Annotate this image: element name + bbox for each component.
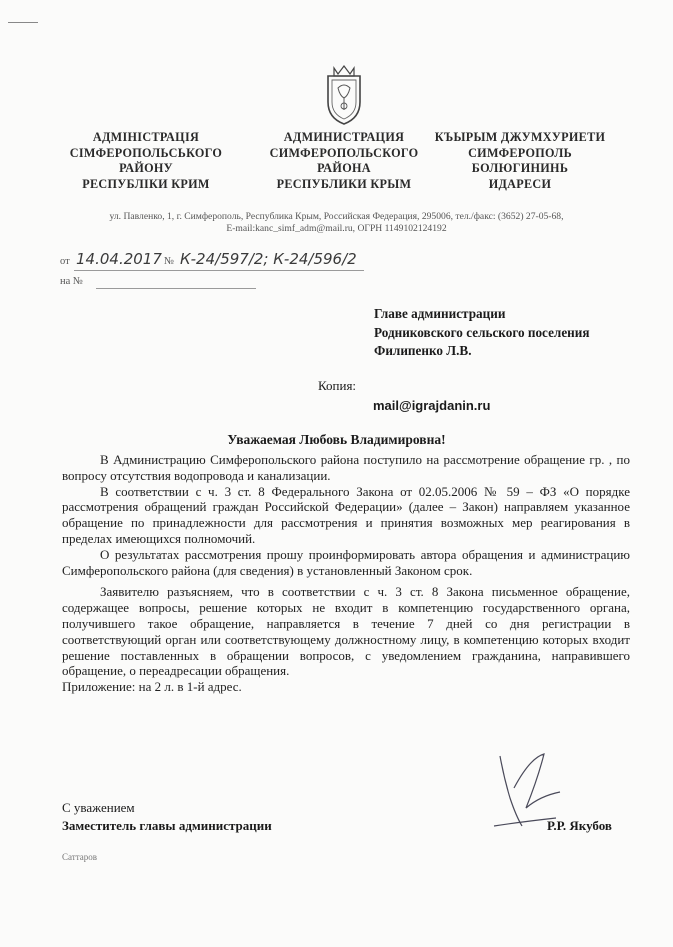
closing-respect: С уважением	[62, 800, 135, 815]
attachment-note: Приложение: на 2 л. в 1-й адрес.	[62, 679, 242, 695]
paragraph: Заявителю разъясняем, что в соответствии с ч. 3 ст. 8 Закона письменное обращение, содержащее вопросы, решение которых не входит в компетенцию государственного органа, получившего такое обращение, направляется в течение 7 дней со дня регистрации в соответствующий орган или соответствующему должностному лицу, в компетенцию которых входит решение поставленных в обращении вопросов, с уведомлением гражданина, направившего обращение, о переадресации обращения.	[62, 584, 630, 679]
recipient-line: Главе администрации	[374, 306, 506, 321]
paragraph: О результатах рассмотрения прошу проинформировать автора обращения и администрацию Симферопольского района (для сведения) в установленный Законом срок.	[62, 546, 630, 578]
header-crh-line: СИМФЕРОПОЛЬ	[468, 145, 572, 160]
registration-number: К-24/597/2; К-24/596/2	[180, 250, 357, 268]
address-block	[0, 211, 673, 235]
signer-name: Р.Р. Якубов	[547, 818, 612, 833]
to-number-prefix: на №	[60, 276, 83, 287]
header-ru-line: РЕСПУБЛИКИ КРЫМ	[276, 176, 412, 191]
header-ua-line: РАЙОНУ	[119, 161, 173, 175]
registration-date: 14.04.2017	[76, 250, 162, 268]
header-crh-line: КЪЫРЫМ ДЖУМХУРИЕТИ	[434, 130, 606, 144]
recipient-block	[374, 305, 590, 361]
header-crimean-tatar	[420, 130, 620, 192]
header-ua-line: СІМФЕРОПОЛЬСЬКОГО	[69, 145, 223, 160]
header-ua-line: РЕСПУБЛІКИ КРИМ	[82, 176, 210, 191]
recipient-line: Родниковского сельского поселения	[374, 324, 590, 340]
header-ru-line: АДМИНИСТРАЦИЯ	[283, 130, 405, 144]
coat-of-arms-icon	[322, 62, 366, 128]
header-russian	[244, 130, 444, 192]
header-ru-line: РАЙОНА	[317, 161, 371, 175]
paragraph: В Администрацию Симферопольского района поступило на рассмотрение обращение гр. , по вопросу отсутствия водопровода и канализации.	[62, 452, 630, 483]
scan-mark	[8, 22, 38, 23]
salutation: Уважаемая Любовь Владимировна!	[227, 432, 446, 447]
to-number-underline	[96, 288, 256, 289]
registration-underline	[74, 270, 364, 271]
signer-position: Заместитель главы администрации	[62, 818, 272, 833]
email-ogrn-line: E-mail:kanc_simf_adm@mail.ru, ОГРН 1149102124192	[226, 223, 447, 234]
address-line: ул. Павленко, 1, г. Симферополь, Республика Крым, Российская Федерация, 295006, тел./факс: (3652) 27-05-68,	[109, 211, 564, 222]
copy-label: Копия:	[318, 378, 357, 393]
header-ru-line: СИМФЕРОПОЛЬСКОГО	[269, 145, 419, 160]
number-prefix: №	[164, 256, 175, 267]
header-ua-line: АДМІНІСТРАЦІЯ	[92, 130, 200, 144]
paragraph: В соответствии с ч. 3 ст. 8 Федерального Закона от 02.05.2006 № 59 – ФЗ «О порядке рассмотрения обращений граждан Российской Федерации» (далее – Закон) направляем указанное обращение по принадлежности для рассмотрения и принятия возможных мер реагирования в пределах имеющихся полномочий.	[62, 483, 630, 546]
recipient-line: Филипенко Л.В.	[374, 343, 472, 358]
copy-email-link[interactable]: mail@igrajdanin.ru	[373, 398, 491, 413]
letter-body	[62, 452, 630, 695]
header-ukrainian	[46, 130, 246, 192]
executor-name: Саттаров	[62, 852, 97, 862]
header-crh-line: ИДАРЕСИ	[488, 176, 552, 191]
header-crh-line: БОЛЮГИНИНЬ	[471, 161, 569, 175]
from-prefix: от	[60, 256, 70, 267]
